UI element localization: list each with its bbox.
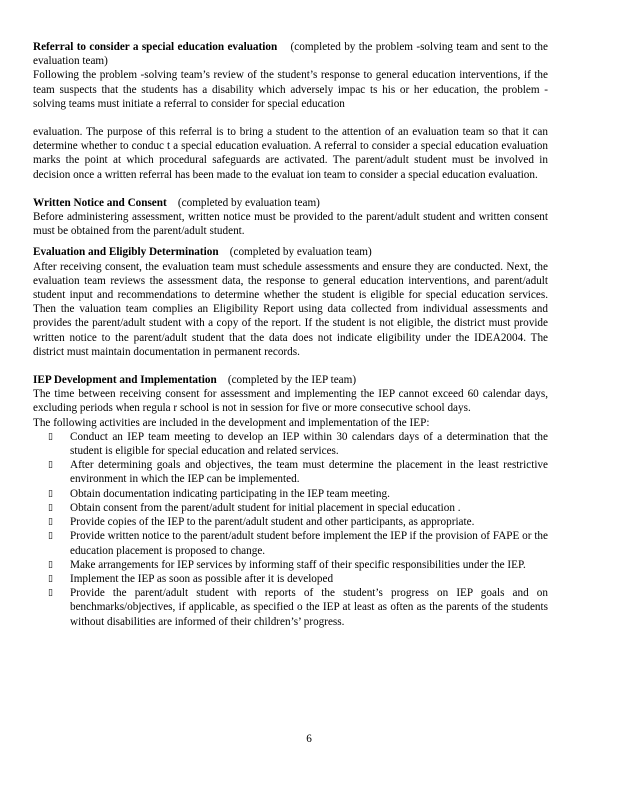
- bullet-icon: ▯: [48, 588, 53, 599]
- referral-paragraph: [33, 40, 548, 68]
- list-item: ▯ Implement the IEP as soon as possible after it is developed: [48, 572, 334, 585]
- referral-heading: Referral to consider a special education evaluation: [33, 41, 278, 53]
- bullet-icon: ▯: [48, 573, 53, 584]
- list-item: ▯ After determining goals and objectives, the team must determine the placement in the least restrictive environment in which the IEP can be implemented.: [48, 459, 548, 486]
- list-item: ▯ Obtain documentation indicating participating in the IEP team meeting.: [48, 487, 390, 500]
- bullet-icon: ▯: [48, 517, 53, 528]
- iep-note: (completed by the IEP team): [227, 374, 357, 387]
- referral-text-2: evaluation. The purpose of this referral is to bring a student to the attention of an evaluation team so that it can determine whether to conduc t a special education evaluation. A referral to consider a special education evaluation marks the point at which procedural safeguards are activated. The parent/adult student must be involved in decision once a written referral has been made to the evaluat ion team to consider a special education evaluation.: [33, 126, 548, 181]
- iep-heading: IEP Development and Implementation: [33, 374, 217, 387]
- iep-text: The time between receiving consent for assessment and implementing the IEP cannot exceed 60 calendar days, excluding periods when regula r school is not in session for five or more consecutive school days.: [33, 388, 548, 415]
- list-item: ▯ Conduct an IEP team meeting to develop an IEP within 30 calendars days of a determination that the student is eligible for special education and related services.: [48, 430, 548, 458]
- page-number: 6: [306, 733, 312, 745]
- written-notice-heading: Written Notice and Consent: [33, 196, 167, 209]
- evaluation-note: (completed by evaluation team): [229, 246, 372, 259]
- evaluation-text: After receiving consent, the evaluation team must schedule assessments and ensure they are conducted. Next, the evaluation team reviews the assessment data, the response to general education interventions, and parent/adult student input and recommendations to determine whether the student is eligible for special education services. Then the valuation team complies an Eligibility Report using data collected from individual assessments and provides the parent/adult student with a copy of the report. If the student is not eligible, the district must provide written notice to the parent/adult student that the data does not indicate eligibility under the IDEA2004. The district must maintain documentation in permanent records.: [33, 260, 548, 358]
- list-item: ▯ Provide written notice to the parent/adult student before implement the IEP if the provision of FAPE or the education placement is proposed to change.: [48, 530, 548, 557]
- evaluation-heading: Evaluation and Eligibly Determination: [33, 246, 219, 259]
- written-notice-heading-line: [33, 196, 548, 210]
- bullet-icon: ▯: [48, 531, 53, 542]
- written-notice-note: (completed by evaluation team): [177, 196, 320, 209]
- referral-text-1: Following the problem -solving team’s review of the student’s response to general education interventions, if the team suspects that the students has a disability which adversely impac ts his or her education, the problem - solving teams must initiate a referral to consider for special education: [33, 69, 548, 110]
- referral-note: (completed by the problem -solving team and sent to the evaluation team): [33, 41, 548, 68]
- iep-heading-line: [33, 373, 548, 387]
- list-item: ▯ Make arrangements for IEP services by informing staff of their specific responsibilities under the IEP.: [48, 558, 526, 571]
- list-item: ▯ Provide the parent/adult student with reports of the student’s progress on IEP goals and on benchmarks/objectives, if applicable, as specified o the IEP at least as often as the parents of the students without disabilities are informed of their children’s’ progress.: [48, 587, 548, 628]
- iep-activity-list: [33, 430, 548, 629]
- bullet-icon: ▯: [48, 502, 53, 513]
- list-item: ▯ Provide copies of the IEP to the parent/adult student and other participants, as appropriate.: [48, 516, 475, 529]
- iep-intro: The following activities are included in the development and implementation of the IEP:: [33, 416, 430, 429]
- bullet-icon: ▯: [48, 559, 53, 570]
- evaluation-heading-line: [33, 245, 548, 259]
- bullet-icon: ▯: [48, 431, 53, 442]
- written-notice-text: Before administering assessment, written notice must be provided to the parent/adult student and written consent must be obtained from the parent/adult student.: [33, 211, 548, 238]
- bullet-icon: ▯: [48, 460, 53, 471]
- bullet-icon: ▯: [48, 488, 53, 499]
- list-item: ▯ Obtain consent from the parent/adult student for initial placement in special education .: [48, 501, 461, 514]
